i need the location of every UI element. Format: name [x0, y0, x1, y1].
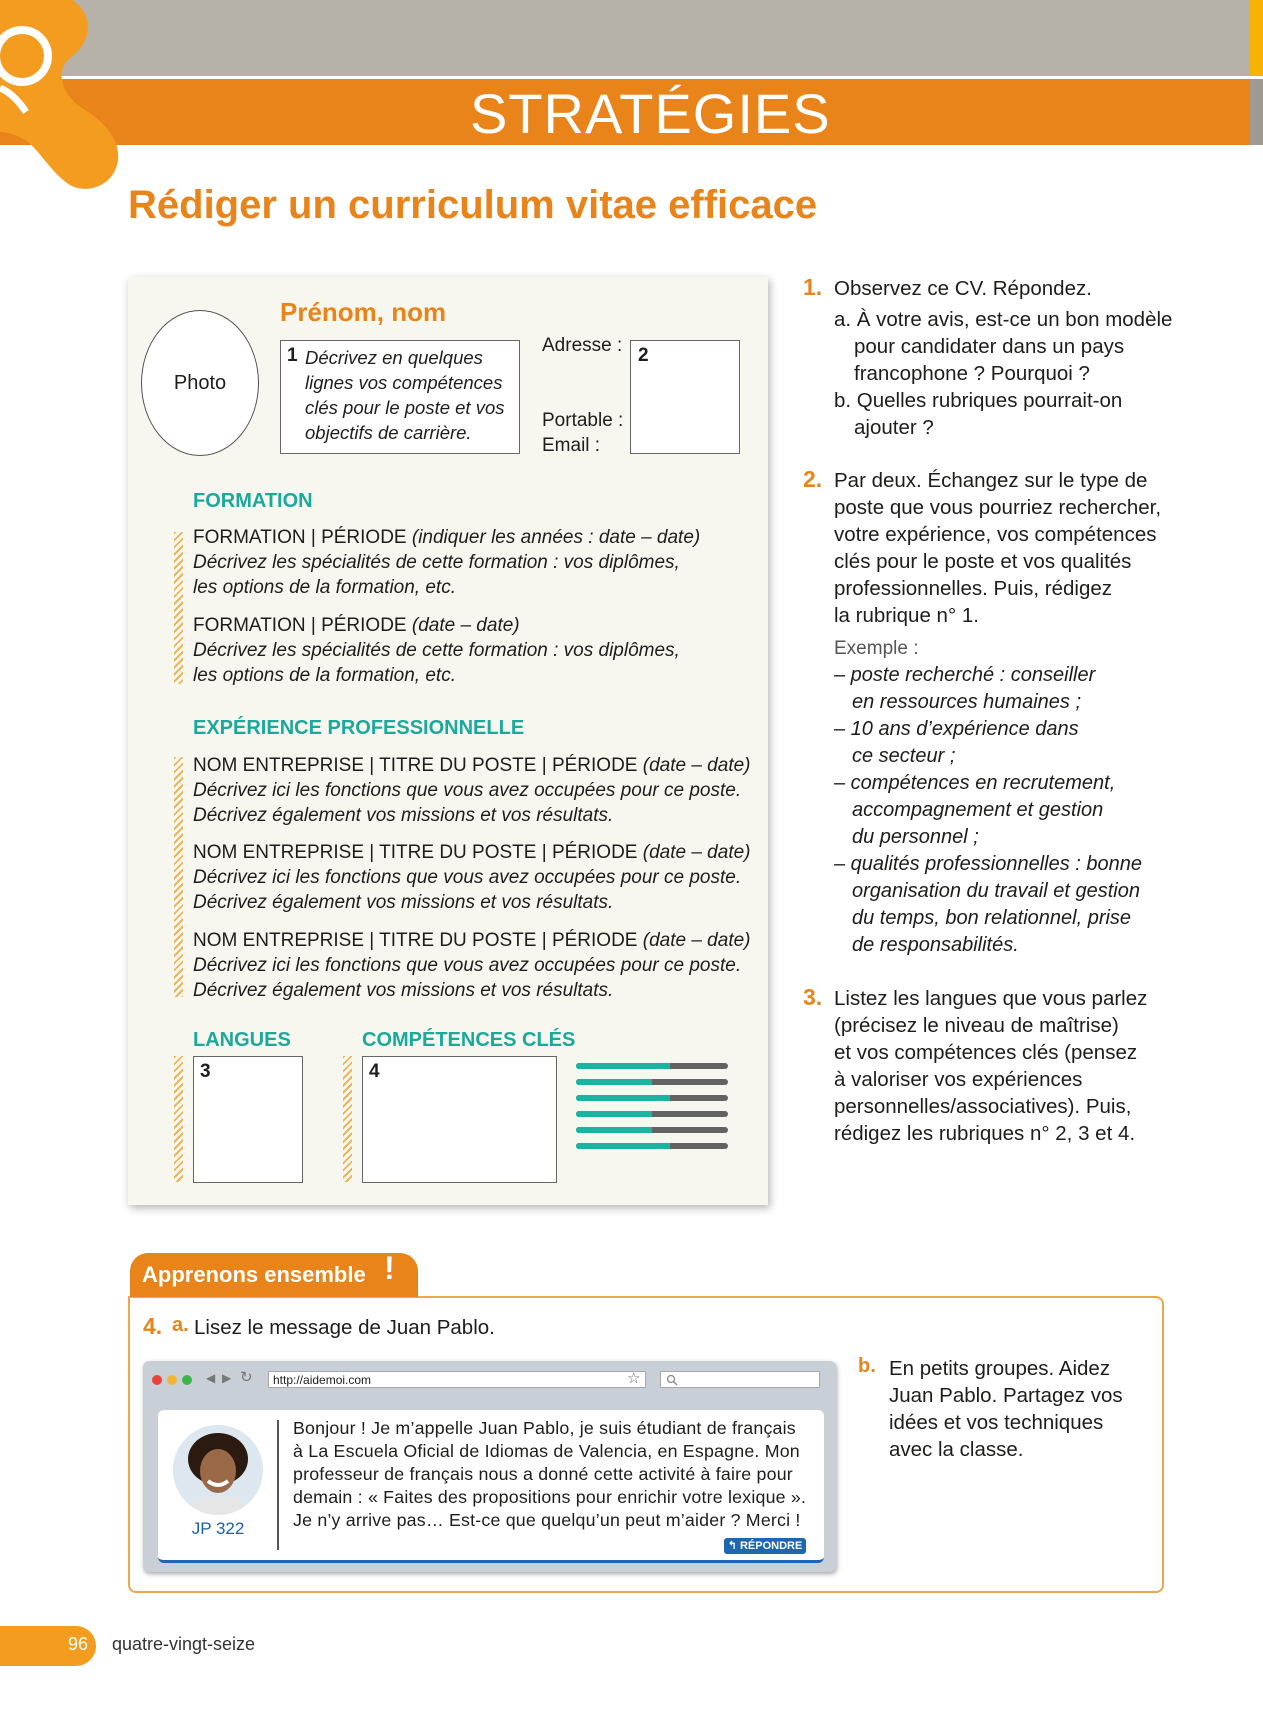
- question-1-text: Observez ce CV. Répondez.: [834, 277, 1092, 300]
- box-number: 3: [200, 1061, 211, 1082]
- skill-level-bar: [576, 1079, 728, 1085]
- example-item: organisation du travail et gestion: [852, 880, 1140, 902]
- zigzag-divider: [174, 757, 183, 997]
- minimize-dot-icon[interactable]: [167, 1375, 177, 1385]
- example-item: ce secteur ;: [852, 745, 956, 767]
- skill-level-fill: [576, 1143, 670, 1149]
- skill-level-fill: [576, 1127, 652, 1133]
- box-number: 1: [287, 345, 298, 366]
- banner-title: STRATÉGIES: [470, 82, 831, 145]
- zigzag-divider: [174, 532, 183, 684]
- question-1b: ajouter ?: [854, 416, 934, 439]
- header-grey-bar: [0, 0, 1250, 76]
- question-3-text: rédigez les rubriques n° 2, 3 et 4.: [834, 1122, 1136, 1145]
- experience-2-desc: Décrivez ici les fonctions que vous avez occupées pour ce poste.: [193, 867, 742, 888]
- molecule-logo-icon: [0, 0, 150, 200]
- question-2-text: clés pour le poste et vos qualités: [834, 550, 1132, 573]
- reply-button[interactable]: ↰ RÉPONDRE: [724, 1538, 806, 1554]
- example-item: – qualités professionnelles : bonne: [834, 853, 1142, 875]
- formation-1-desc: les options de la formation, etc.: [193, 577, 456, 598]
- email-label: Email :: [542, 435, 601, 456]
- question-4b-letter: b.: [858, 1355, 876, 1377]
- skill-level-fill: [576, 1095, 670, 1101]
- zigzag-divider: [174, 1056, 183, 1182]
- address-label: Adresse :: [542, 335, 623, 356]
- example-item: du temps, bon relationnel, prise: [852, 907, 1132, 929]
- question-1a: francophone ? Pourquoi ?: [854, 362, 1090, 385]
- question-4b-text: avec la classe.: [889, 1438, 1024, 1461]
- cv-box-2: [630, 340, 740, 454]
- back-icon[interactable]: ◀: [206, 1371, 216, 1385]
- phone-label: Portable :: [542, 410, 624, 431]
- experience-1-desc: Décrivez ici les fonctions que vous avez occupées pour ce poste.: [193, 780, 742, 801]
- example-item: en ressources humaines ;: [852, 691, 1082, 713]
- example-item: de responsabilités.: [852, 934, 1019, 956]
- skills-heading: COMPÉTENCES CLÉS: [362, 1029, 576, 1051]
- formation-2-desc: Décrivez les spécialités de cette formation : vos diplômes,: [193, 640, 680, 661]
- photo-placeholder: Photo: [141, 310, 259, 456]
- skill-level-bar: [576, 1095, 728, 1101]
- box-1-instruction: Décrivez en quelques lignes vos compétences clés pour le poste et vos objectifs de carrière.: [305, 347, 505, 443]
- question-1-number: 1.: [803, 274, 823, 300]
- question-4b-text: Juan Pablo. Partagez vos: [889, 1384, 1123, 1407]
- question-1a: pour candidater dans un pays: [854, 335, 1125, 358]
- cv-box-3: [193, 1056, 303, 1183]
- formation-2-head: FORMATION | PÉRIODE (date – date): [193, 615, 520, 636]
- example-item: – poste recherché : conseiller: [834, 664, 1096, 686]
- skill-level-fill: [576, 1063, 670, 1069]
- forward-icon[interactable]: ▶: [222, 1371, 232, 1385]
- zigzag-divider: [343, 1056, 352, 1182]
- star-icon[interactable]: ☆: [627, 1370, 641, 1387]
- languages-heading: LANGUES: [193, 1029, 291, 1051]
- question-2-number: 2.: [803, 466, 823, 492]
- skill-level-fill: [576, 1111, 652, 1117]
- question-3-text: et vos compétences clés (pensez: [834, 1041, 1138, 1064]
- page-number: 96: [68, 1634, 89, 1654]
- question-1a: a. À votre avis, est-ce un bon modèle: [834, 308, 1173, 331]
- experience-3-head: NOM ENTREPRISE | TITRE DU POSTE | PÉRIODE (date – date): [193, 930, 751, 951]
- question-3-number: 3.: [803, 984, 823, 1010]
- formation-2-desc: les options de la formation, etc.: [193, 665, 456, 686]
- skill-level-fill: [576, 1079, 652, 1085]
- avatar: [173, 1425, 263, 1515]
- page-title: Rédiger un curriculum vitae efficace: [128, 183, 818, 227]
- box-number: 2: [638, 345, 649, 366]
- search-input[interactable]: [660, 1371, 820, 1388]
- cv-box-4: [362, 1056, 557, 1183]
- skill-level-bar: [576, 1127, 728, 1133]
- question-4a-text: Lisez le message de Juan Pablo.: [194, 1316, 495, 1339]
- exclamation-icon: !: [384, 1250, 395, 1286]
- experience-2-desc: Décrivez également vos missions et vos résultats.: [193, 892, 614, 913]
- experience-1-head: NOM ENTREPRISE | TITRE DU POSTE | PÉRIODE (date – date): [193, 755, 751, 776]
- separator: [277, 1420, 279, 1550]
- skill-level-bar: [576, 1111, 728, 1117]
- question-2-text: poste que vous pourriez rechercher,: [834, 496, 1162, 519]
- example-item: du personnel ;: [852, 826, 979, 848]
- url-bar[interactable]: http://aidemoi.com: [268, 1371, 646, 1388]
- message-body: Bonjour ! Je m’appelle Juan Pablo, je suis étudiant de français à La Escuela Oficial de Idiomas de Valencia, en Espagne. Mon professeur de français nous a donné cette activité à faire pour demain : « Faites des propositions pour enrichir votre lexique ». Je n’y arrive pas… Est-ce que quelqu’un peut m’aider ? Merci !: [293, 1418, 807, 1530]
- apprenons-title: Apprenons ensemble: [142, 1262, 366, 1287]
- box-number: 4: [369, 1061, 380, 1082]
- maximize-dot-icon[interactable]: [182, 1375, 192, 1385]
- question-4b-text: idées et vos techniques: [889, 1411, 1104, 1434]
- question-2-text: votre expérience, vos compétences: [834, 523, 1157, 546]
- question-1b: b. Quelles rubriques pourrait-on: [834, 389, 1123, 412]
- question-4-number: 4.: [143, 1313, 163, 1339]
- close-dot-icon[interactable]: [152, 1375, 162, 1385]
- example-item: – compétences en recrutement,: [834, 772, 1116, 794]
- question-2-text: la rubrique n° 1.: [834, 604, 979, 627]
- header-grey-tab: [1250, 79, 1263, 145]
- question-3-text: personnelles/associatives). Puis,: [834, 1095, 1132, 1118]
- formation-heading: FORMATION: [193, 490, 313, 512]
- search-icon: [666, 1374, 678, 1386]
- question-3-text: (précisez le niveau de maîtrise): [834, 1014, 1119, 1037]
- experience-3-desc: Décrivez également vos missions et vos résultats.: [193, 980, 614, 1001]
- experience-heading: EXPÉRIENCE PROFESSIONNELLE: [193, 717, 525, 739]
- cv-box-1: [280, 340, 520, 454]
- header-yellow-tab: [1250, 0, 1263, 76]
- question-2-text: professionnelles. Puis, rédigez: [834, 577, 1113, 600]
- page-number-words: quatre-vingt-seize: [112, 1634, 256, 1654]
- cv-name-label: Prénom, nom: [280, 297, 447, 327]
- username: JP 322: [191, 1519, 245, 1538]
- question-3-text: à valoriser vos expériences: [834, 1068, 1083, 1091]
- skill-level-bar: [576, 1063, 728, 1069]
- question-4b-text: En petits groupes. Aidez: [889, 1357, 1111, 1380]
- reload-icon[interactable]: ↻: [240, 1369, 253, 1386]
- question-2-text: Par deux. Échangez sur le type de: [834, 469, 1148, 492]
- example-item: accompagnement et gestion: [852, 799, 1104, 821]
- question-3-text: Listez les langues que vous parlez: [834, 987, 1148, 1010]
- experience-3-desc: Décrivez ici les fonctions que vous avez occupées pour ce poste.: [193, 955, 742, 976]
- example-label: Exemple :: [834, 638, 919, 659]
- formation-1-desc: Décrivez les spécialités de cette formation : vos diplômes,: [193, 552, 680, 573]
- formation-1-head: FORMATION | PÉRIODE (indiquer les années : date – date): [193, 527, 701, 548]
- experience-2-head: NOM ENTREPRISE | TITRE DU POSTE | PÉRIODE (date – date): [193, 842, 751, 863]
- example-item: – 10 ans d’expérience dans: [834, 718, 1079, 740]
- experience-1-desc: Décrivez également vos missions et vos résultats.: [193, 805, 614, 826]
- skill-level-bar: [576, 1143, 728, 1149]
- question-4a-letter: a.: [172, 1314, 189, 1336]
